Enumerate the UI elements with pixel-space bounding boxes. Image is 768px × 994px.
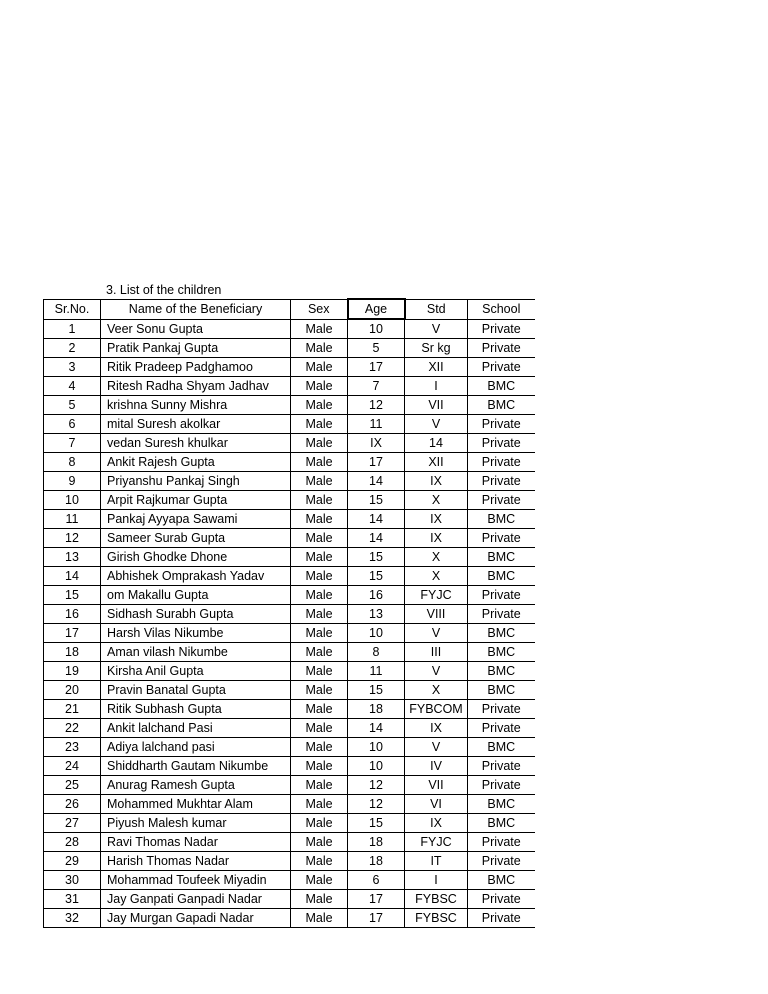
cell-school: Private [468,852,535,871]
cell-age: 17 [348,890,405,909]
cell-beneficiary-name: Girish Ghodke Dhone [101,548,291,567]
header-age[interactable]: Age [348,299,405,319]
table-row [44,776,535,795]
table-row [44,738,535,757]
cell-beneficiary-name: Sameer Surab Gupta [101,529,291,548]
cell-school: Private [468,757,535,776]
cell-beneficiary-name: Mohammad Toufeek Miyadin [101,871,291,890]
cell-age: 11 [348,415,405,434]
cell-sr-no: 14 [44,567,101,586]
cell-age: 15 [348,567,405,586]
cell-std: I [405,871,468,890]
cell-beneficiary-name: Jay Ganpati Ganpadi Nadar [101,890,291,909]
children-table [43,298,535,928]
cell-age: 15 [348,548,405,567]
cell-sr-no: 28 [44,833,101,852]
cell-sex: Male [291,833,348,852]
cell-sr-no: 32 [44,909,101,928]
table-row [44,339,535,358]
cell-beneficiary-name: Arpit Rajkumar Gupta [101,491,291,510]
table-row [44,795,535,814]
cell-std: IX [405,472,468,491]
cell-beneficiary-name: Priyanshu Pankaj Singh [101,472,291,491]
cell-age: 10 [348,624,405,643]
table-row [44,567,535,586]
cell-std: IV [405,757,468,776]
cell-sr-no: 19 [44,662,101,681]
cell-std: X [405,567,468,586]
cell-age: 14 [348,719,405,738]
cell-sex: Male [291,624,348,643]
cell-sex: Male [291,890,348,909]
cell-std: 14 [405,434,468,453]
cell-beneficiary-name: Ravi Thomas Nadar [101,833,291,852]
cell-std: V [405,319,468,339]
cell-school: Private [468,700,535,719]
cell-school: BMC [468,548,535,567]
cell-std: Sr kg [405,339,468,358]
header-row [44,299,535,319]
cell-sex: Male [291,586,348,605]
cell-sex: Male [291,472,348,491]
cell-school: BMC [468,738,535,757]
table-row [44,700,535,719]
cell-beneficiary-name: Ritesh Radha Shyam Jadhav [101,377,291,396]
cell-beneficiary-name: Jay Murgan Gapadi Nadar [101,909,291,928]
table-row [44,814,535,833]
cell-sr-no: 18 [44,643,101,662]
cell-age: 15 [348,681,405,700]
cell-age: IX [348,434,405,453]
cell-sr-no: 26 [44,795,101,814]
cell-beneficiary-name: mital Suresh akolkar [101,415,291,434]
cell-school: Private [468,529,535,548]
cell-beneficiary-name: Adiya lalchand pasi [101,738,291,757]
cell-age: 17 [348,909,405,928]
table-row [44,358,535,377]
cell-school: BMC [468,795,535,814]
cell-sex: Male [291,529,348,548]
cell-school: BMC [468,871,535,890]
table-row [44,529,535,548]
cell-sr-no: 17 [44,624,101,643]
header-sex: Sex [291,299,348,319]
cell-sex: Male [291,510,348,529]
cell-school: BMC [468,396,535,415]
cell-age: 10 [348,319,405,339]
cell-beneficiary-name: Shiddharth Gautam Nikumbe [101,757,291,776]
cell-sr-no: 25 [44,776,101,795]
cell-age: 5 [348,339,405,358]
cell-sr-no: 15 [44,586,101,605]
cell-school: Private [468,358,535,377]
cell-sr-no: 12 [44,529,101,548]
cell-sex: Male [291,909,348,928]
cell-sex: Male [291,719,348,738]
cell-std: VII [405,776,468,795]
table-row [44,396,535,415]
cell-std: IX [405,814,468,833]
cell-age: 10 [348,757,405,776]
cell-school: BMC [468,814,535,833]
table-row [44,510,535,529]
cell-age: 14 [348,529,405,548]
cell-std: X [405,681,468,700]
cell-age: 12 [348,396,405,415]
table-row [44,871,535,890]
cell-sr-no: 11 [44,510,101,529]
cell-sex: Male [291,871,348,890]
cell-sr-no: 2 [44,339,101,358]
cell-school: Private [468,339,535,358]
cell-sex: Male [291,377,348,396]
cell-sex: Male [291,795,348,814]
cell-school: Private [468,909,535,928]
cell-beneficiary-name: Veer Sonu Gupta [101,319,291,339]
table-row [44,909,535,928]
cell-sex: Male [291,491,348,510]
cell-std: V [405,738,468,757]
header-name: Name of the Beneficiary [101,299,291,319]
cell-school: Private [468,719,535,738]
cell-sr-no: 4 [44,377,101,396]
cell-school: Private [468,434,535,453]
cell-beneficiary-name: Piyush Malesh kumar [101,814,291,833]
cell-sex: Male [291,681,348,700]
cell-beneficiary-name: Ritik Subhash Gupta [101,700,291,719]
table-row [44,681,535,700]
cell-sr-no: 24 [44,757,101,776]
cell-school: Private [468,491,535,510]
cell-school: Private [468,776,535,795]
header-sr-no: Sr.No. [44,299,101,319]
cell-std: V [405,415,468,434]
table-row [44,491,535,510]
cell-beneficiary-name: Kirsha Anil Gupta [101,662,291,681]
cell-sr-no: 5 [44,396,101,415]
table-row [44,377,535,396]
header-school: School [468,299,535,319]
table-row [44,415,535,434]
cell-age: 7 [348,377,405,396]
cell-std: VIII [405,605,468,624]
table-row [44,453,535,472]
cell-std: VII [405,396,468,415]
cell-age: 16 [348,586,405,605]
cell-school: Private [468,586,535,605]
cell-school: BMC [468,567,535,586]
table-body [44,319,535,928]
cell-age: 12 [348,795,405,814]
cell-sex: Male [291,453,348,472]
cell-school: BMC [468,643,535,662]
cell-age: 18 [348,833,405,852]
cell-std: XII [405,358,468,377]
cell-std: III [405,643,468,662]
table-row [44,719,535,738]
cell-beneficiary-name: om Makallu Gupta [101,586,291,605]
cell-beneficiary-name: Sidhash Surabh Gupta [101,605,291,624]
cell-sex: Male [291,396,348,415]
table-row [44,833,535,852]
cell-age: 11 [348,662,405,681]
cell-school: Private [468,319,535,339]
cell-sex: Male [291,776,348,795]
cell-sr-no: 6 [44,415,101,434]
cell-age: 15 [348,814,405,833]
cell-sex: Male [291,567,348,586]
cell-sr-no: 31 [44,890,101,909]
cell-age: 17 [348,358,405,377]
cell-sr-no: 1 [44,319,101,339]
cell-school: Private [468,415,535,434]
table-row [44,586,535,605]
cell-sr-no: 13 [44,548,101,567]
cell-std: FYJC [405,833,468,852]
cell-sex: Male [291,662,348,681]
cell-school: BMC [468,662,535,681]
cell-beneficiary-name: Aman vilash Nikumbe [101,643,291,662]
table-row [44,643,535,662]
cell-school: Private [468,605,535,624]
cell-std: V [405,624,468,643]
cell-age: 18 [348,700,405,719]
cell-beneficiary-name: krishna Sunny Mishra [101,396,291,415]
cell-std: FYJC [405,586,468,605]
table-row [44,605,535,624]
cell-sex: Male [291,852,348,871]
table-row [44,757,535,776]
table-row [44,319,535,339]
cell-std: FYBSC [405,909,468,928]
cell-beneficiary-name: Abhishek Omprakash Yadav [101,567,291,586]
cell-sex: Male [291,358,348,377]
cell-beneficiary-name: Pratik Pankaj Gupta [101,339,291,358]
cell-sex: Male [291,814,348,833]
cell-sex: Male [291,548,348,567]
cell-std: IX [405,529,468,548]
cell-beneficiary-name: Ankit Rajesh Gupta [101,453,291,472]
cell-school: Private [468,890,535,909]
cell-sex: Male [291,415,348,434]
cell-std: FYBCOM [405,700,468,719]
cell-std: X [405,548,468,567]
cell-age: 18 [348,852,405,871]
cell-school: BMC [468,377,535,396]
cell-age: 14 [348,472,405,491]
cell-sex: Male [291,700,348,719]
cell-sex: Male [291,605,348,624]
cell-sr-no: 3 [44,358,101,377]
cell-school: BMC [468,510,535,529]
cell-sex: Male [291,643,348,662]
cell-sr-no: 8 [44,453,101,472]
cell-std: IX [405,719,468,738]
cell-age: 17 [348,453,405,472]
table-row [44,890,535,909]
cell-beneficiary-name: Ritik Pradeep Padghamoo [101,358,291,377]
cell-std: IT [405,852,468,871]
cell-school: Private [468,453,535,472]
cell-sex: Male [291,434,348,453]
cell-sr-no: 30 [44,871,101,890]
cell-school: Private [468,472,535,491]
cell-age: 13 [348,605,405,624]
cell-sr-no: 9 [44,472,101,491]
cell-school: BMC [468,681,535,700]
cell-std: VI [405,795,468,814]
cell-school: Private [468,833,535,852]
table-row [44,852,535,871]
cell-beneficiary-name: vedan Suresh khulkar [101,434,291,453]
cell-age: 15 [348,491,405,510]
cell-beneficiary-name: Mohammed Mukhtar Alam [101,795,291,814]
cell-std: I [405,377,468,396]
cell-sr-no: 20 [44,681,101,700]
cell-age: 6 [348,871,405,890]
cell-age: 12 [348,776,405,795]
cell-std: IX [405,510,468,529]
cell-beneficiary-name: Anurag Ramesh Gupta [101,776,291,795]
cell-age: 14 [348,510,405,529]
header-std: Std [405,299,468,319]
table-row [44,548,535,567]
cell-sr-no: 16 [44,605,101,624]
cell-sr-no: 23 [44,738,101,757]
cell-school: BMC [468,624,535,643]
cell-sex: Male [291,319,348,339]
cell-std: XII [405,453,468,472]
cell-sr-no: 29 [44,852,101,871]
table-row [44,472,535,491]
cell-std: FYBSC [405,890,468,909]
cell-sr-no: 21 [44,700,101,719]
cell-beneficiary-name: Pravin Banatal Gupta [101,681,291,700]
cell-beneficiary-name: Harish Thomas Nadar [101,852,291,871]
cell-sr-no: 7 [44,434,101,453]
cell-std: V [405,662,468,681]
table-row [44,662,535,681]
cell-sr-no: 22 [44,719,101,738]
cell-age: 8 [348,643,405,662]
cell-beneficiary-name: Ankit lalchand Pasi [101,719,291,738]
cell-sr-no: 27 [44,814,101,833]
cell-beneficiary-name: Harsh Vilas Nikumbe [101,624,291,643]
table-row [44,434,535,453]
cell-sex: Male [291,339,348,358]
table-row [44,624,535,643]
cell-sr-no: 10 [44,491,101,510]
cell-sex: Male [291,757,348,776]
cell-age: 10 [348,738,405,757]
cell-sex: Male [291,738,348,757]
table-caption: 3. List of the children [106,283,222,297]
cell-std: X [405,491,468,510]
cell-beneficiary-name: Pankaj Ayyapa Sawami [101,510,291,529]
